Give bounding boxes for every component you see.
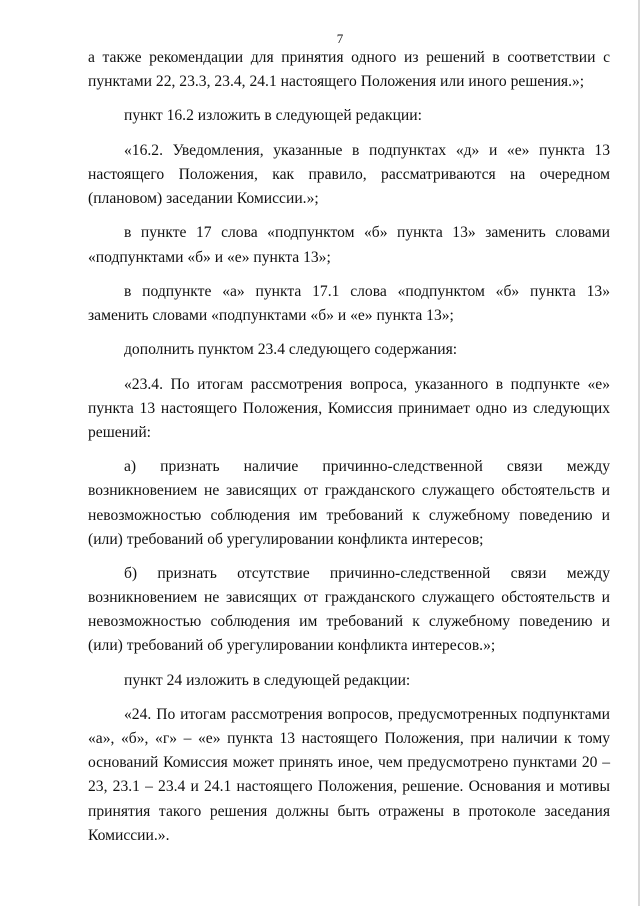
paragraph-quote-16-2: «16.2. Уведомления, указанные в подпунктах «д» и «е» пункта 13 настоящего Положения, как правило, рассматриваются на очередном (плановом) заседании Комиссии.»; (88, 141, 610, 208)
paragraph-instruction-23-4: дополнить пунктом 23.4 следующего содержания: (124, 341, 458, 359)
paragraph-instruction-17: в пункте 17 слова «подпунктом «б» пункта 13» заменить словами «подпунктами «б» и «е» пункта 13»; (88, 224, 610, 266)
page-number: 7 (336, 31, 344, 46)
paragraph-instruction-24: пункт 24 изложить в следующей редакции: (124, 671, 411, 689)
paragraph-quote-23-4: «23.4. По итогам рассмотрения вопроса, указанного в подпункте «е» пункта 13 настоящего Положения, Комиссия принимает одно из следующих решений: (88, 375, 610, 441)
paragraph-continuation: а также рекомендации для принятия одного из решений в соответствии с пунктами 22, 23.3, 23.4, 24.1 настоящего Положения или иного решения.»; (88, 49, 610, 91)
paragraph-instruction-16-2: пункт 16.2 изложить в следующей редакции: (124, 107, 422, 125)
paragraph-subitem-b: б) признать отсутствие причинно-следственной связи между возникновением не зависящих от гражданского служащего обстоятельств и невозможностью соблюдения им требований к служебному поведению и (или) требований об урегулировании конфликта интересов.»; (88, 565, 610, 655)
paragraph-instruction-17-1: в подпункте «а» пункта 17.1 слова «подпунктом «б» пункта 13» заменить словами «подпунктами «б» и «е» пункта 13»; (88, 282, 610, 325)
paragraph-quote-24: «24. По итогам рассмотрения вопросов, предусмотренных подпунктами «а», «б», «г» – «е» пункта 13 настоящего Положения, при наличии к тому оснований Комиссия может принять иное, чем предусмотрено пунктами 20 – 23, 23.1 – 23.4 и 24.1 настоящего Положения, решение. Основания и мотивы принятия такого решения должны быть отражены в протоколе заседания Комиссии.». (88, 706, 610, 844)
document-body (88, 46, 610, 858)
paragraph-subitem-a: а) признать наличие причинно-следственной связи между возникновением не зависящих от гражданского служащего обстоятельств и невозможностью соблюдения им требований к служебному поведению и (или) требований об урегулировании конфликта интересов; (88, 458, 610, 548)
